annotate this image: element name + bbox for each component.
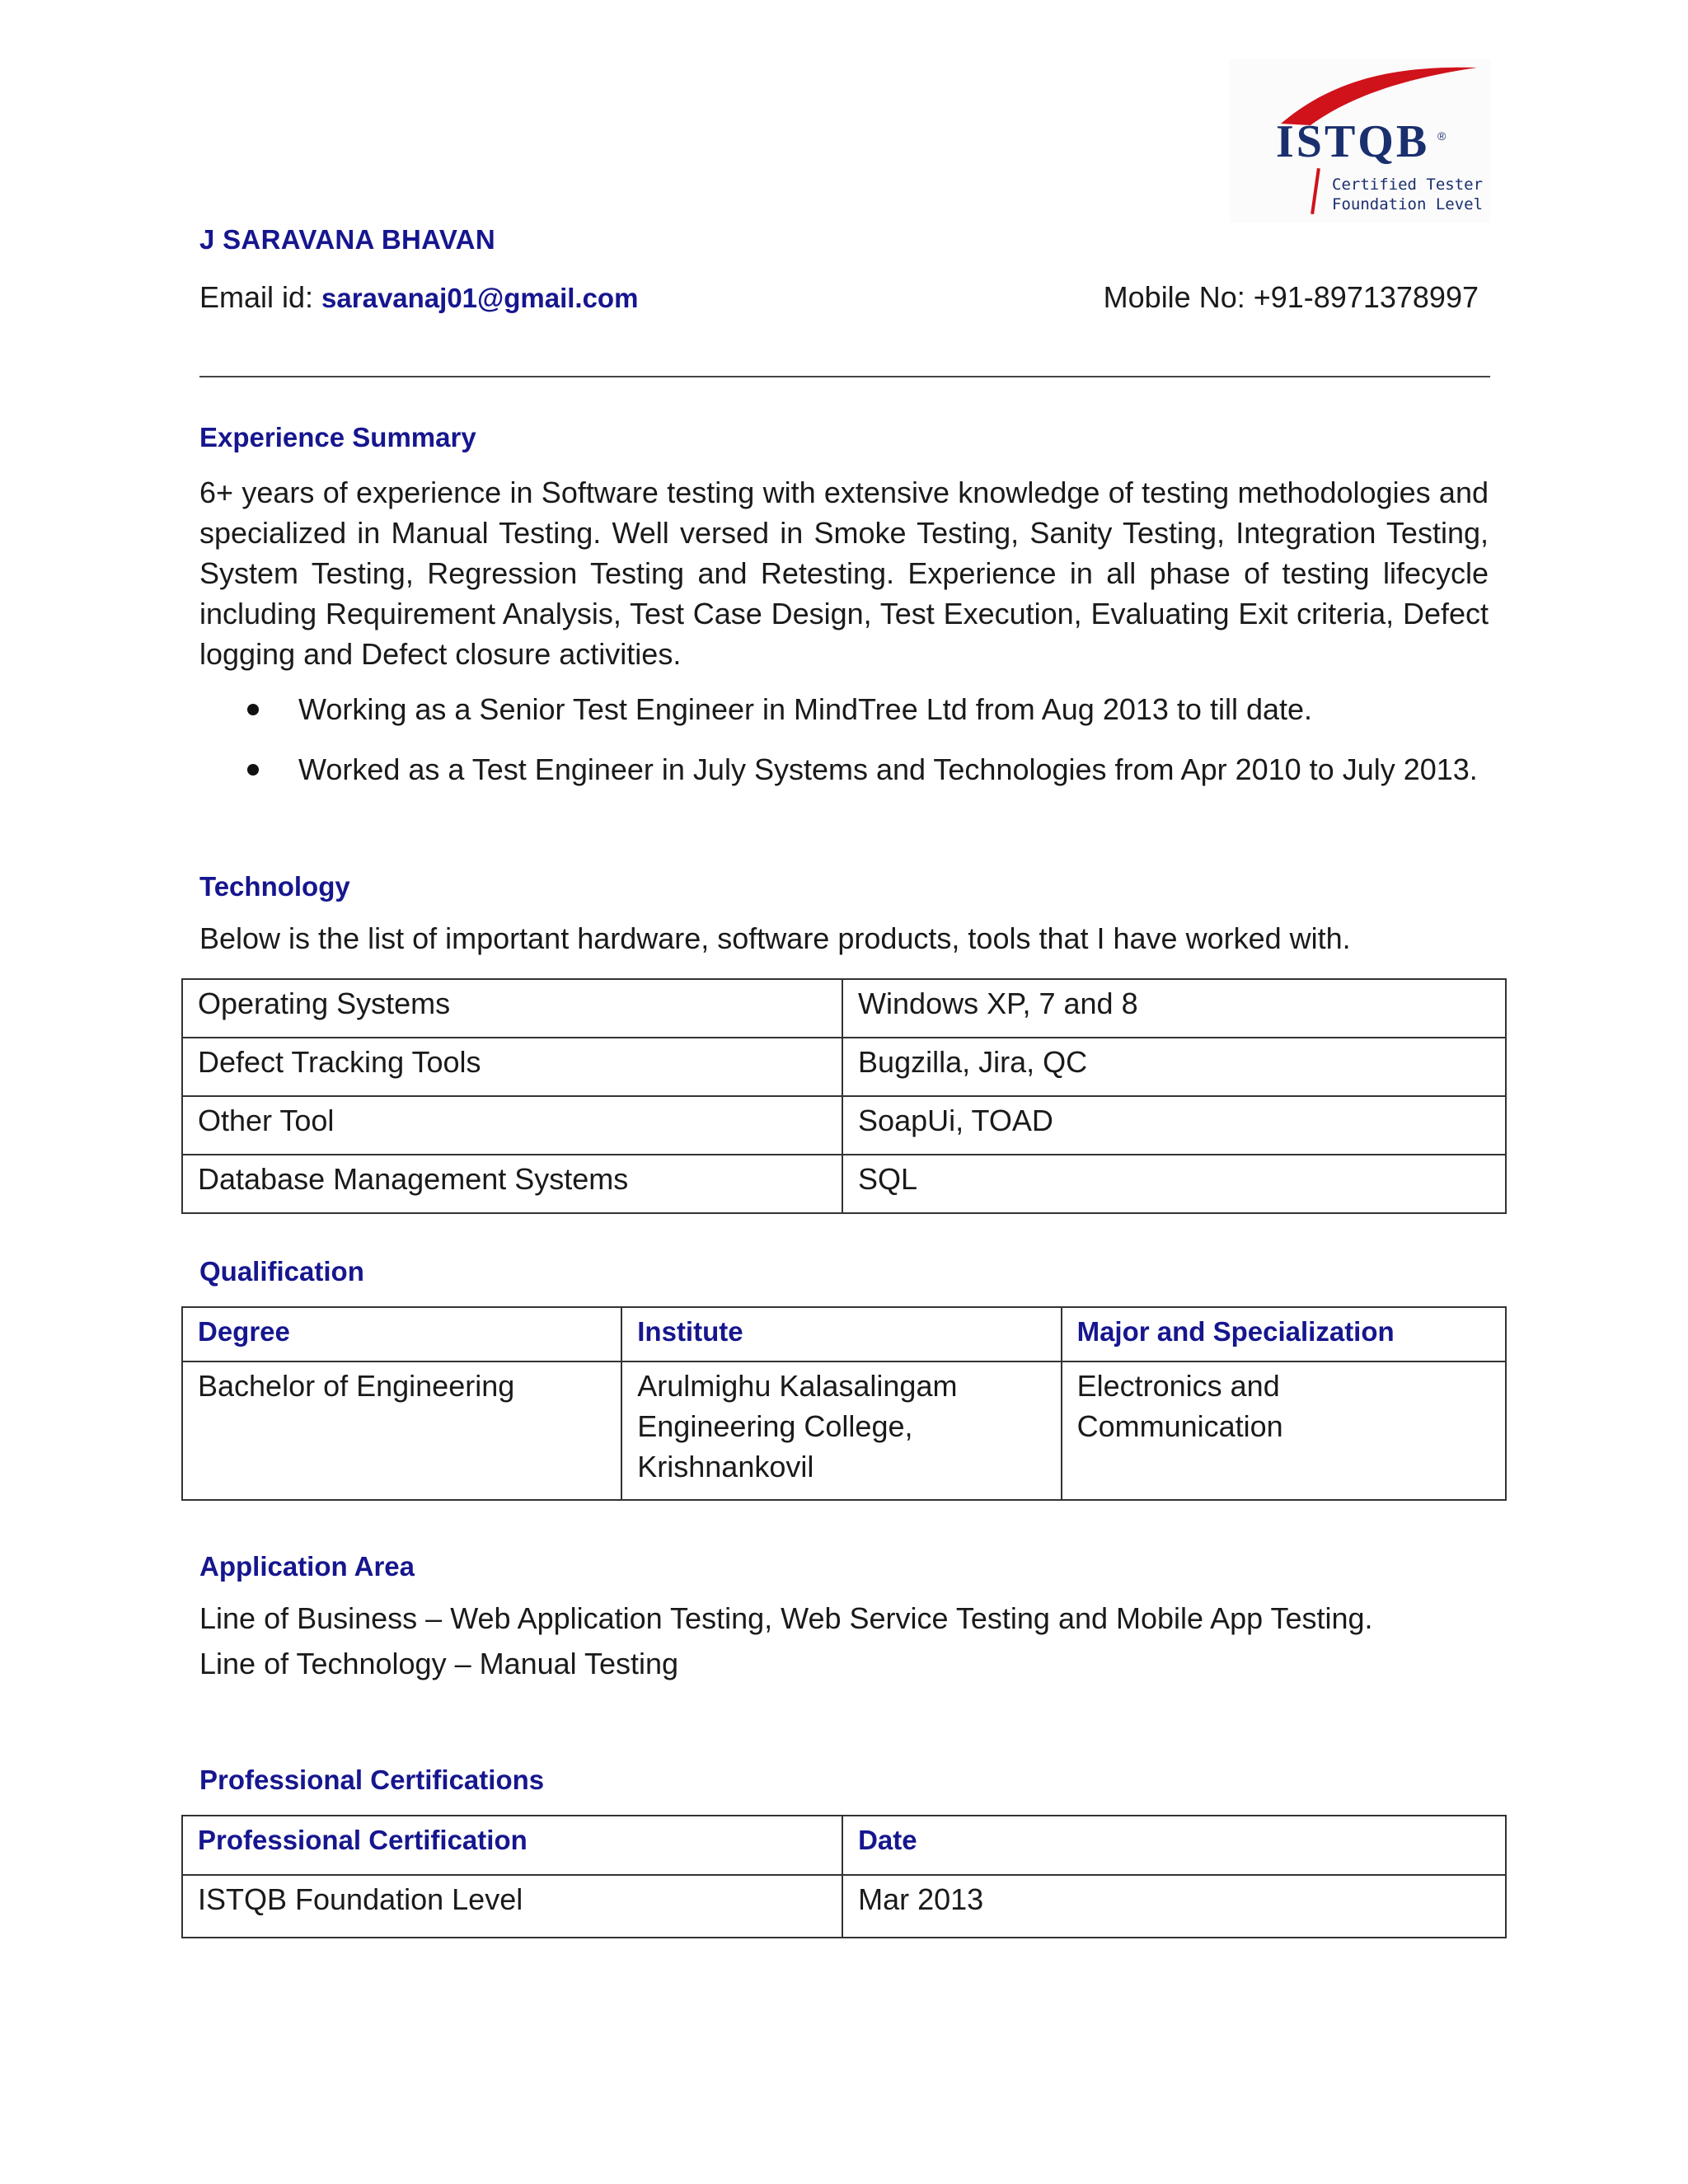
bullet-icon bbox=[247, 764, 259, 776]
logo-brand: ISTQB bbox=[1276, 116, 1430, 167]
institute-line: Krishnankovil bbox=[637, 1450, 814, 1483]
table-cell: Mar 2013 bbox=[842, 1875, 1506, 1938]
mobile-number: Mobile No: +91-8971378997 bbox=[1103, 280, 1479, 314]
table-cell-institute bbox=[621, 1361, 1061, 1500]
table-cell: Database Management Systems bbox=[182, 1155, 842, 1213]
table-cell: Defect Tracking Tools bbox=[182, 1038, 842, 1096]
istqb-logo-graphic bbox=[1230, 59, 1490, 223]
application-area-line: Line of Business – Web Application Testing, Web Service Testing and Mobile App Testing. bbox=[199, 1601, 1373, 1635]
bullet-icon bbox=[247, 704, 259, 715]
table-cell: Bugzilla, Jira, QC bbox=[842, 1038, 1506, 1096]
logo-registered-icon: ® bbox=[1437, 129, 1447, 143]
table-cell: ISTQB Foundation Level bbox=[182, 1875, 842, 1938]
institute-line: Engineering College, bbox=[637, 1409, 913, 1443]
major-line: Electronics and bbox=[1076, 1369, 1280, 1403]
technology-table bbox=[181, 978, 1507, 1214]
degree-text: Bachelor of Engineering bbox=[198, 1369, 515, 1403]
table-cell: SQL bbox=[842, 1155, 1506, 1213]
table-cell: Operating Systems bbox=[182, 979, 842, 1038]
table-cell: Other Tool bbox=[182, 1096, 842, 1155]
candidate-name: J SARAVANA BHAVAN bbox=[199, 224, 495, 255]
logo-accent-bar-icon bbox=[1311, 168, 1320, 214]
contact-row bbox=[199, 280, 1479, 315]
table-row bbox=[182, 979, 1506, 1038]
table-cell-major bbox=[1062, 1361, 1506, 1500]
table-row bbox=[182, 1155, 1506, 1213]
list-item-text: Worked as a Test Engineer in July Systems and Technologies from Apr 2010 to July 2013. bbox=[298, 752, 1478, 786]
technology-title: Technology bbox=[199, 871, 350, 902]
header-divider bbox=[199, 376, 1490, 377]
logo-line2: Foundation Level bbox=[1332, 195, 1484, 213]
experience-title: Experience Summary bbox=[199, 422, 476, 452]
list-item bbox=[199, 752, 1518, 813]
table-row bbox=[182, 1875, 1506, 1938]
istqb-logo bbox=[1230, 59, 1490, 223]
certifications-title: Professional Certifications bbox=[199, 1765, 545, 1795]
table-row bbox=[182, 1096, 1506, 1155]
application-area-title: Application Area bbox=[199, 1551, 415, 1582]
email-link[interactable]: saravanaj01@gmail.com bbox=[321, 283, 639, 313]
email-label: Email id: bbox=[199, 280, 322, 314]
column-header-certification: Professional Certification bbox=[182, 1816, 842, 1875]
list-item bbox=[199, 692, 1518, 752]
table-header-row bbox=[182, 1307, 1506, 1361]
application-area-line: Line of Technology – Manual Testing bbox=[199, 1647, 679, 1680]
certifications-table bbox=[181, 1815, 1507, 1938]
column-header-institute: Institute bbox=[621, 1307, 1061, 1361]
column-header-degree: Degree bbox=[182, 1307, 621, 1361]
institute-line: Arulmighu Kalasalingam bbox=[637, 1369, 958, 1403]
major-line: Communication bbox=[1076, 1409, 1283, 1443]
experience-paragraph: 6+ years of experience in Software testing with extensive knowledge of testing methodologies and specialized in Manual Testing. Well versed in Smoke Testing, Sanity Testing, Integration Testing, System Testing, Regression Testing and Retesting. Experience in all phase of testing lifecycle including Requirement Analysis, Test Case Design, Test Execution, Evaluating Exit criteria, Defect logging and Defect closure activities. bbox=[199, 476, 1489, 671]
list-item-text: Working as a Senior Test Engineer in MindTree Ltd from Aug 2013 to till date. bbox=[298, 692, 1313, 726]
table-row bbox=[182, 1361, 1506, 1500]
experience-list bbox=[199, 692, 1518, 813]
table-row bbox=[182, 1038, 1506, 1096]
table-cell: SoapUi, TOAD bbox=[842, 1096, 1506, 1155]
qualification-table bbox=[181, 1306, 1507, 1501]
qualification-title: Qualification bbox=[199, 1256, 364, 1286]
table-header-row bbox=[182, 1816, 1506, 1875]
table-cell-degree bbox=[182, 1361, 621, 1500]
column-header-date: Date bbox=[842, 1816, 1506, 1875]
logo-line1: Certified Tester bbox=[1332, 176, 1484, 194]
column-header-major: Major and Specialization bbox=[1062, 1307, 1506, 1361]
technology-intro: Below is the list of important hardware, software products, tools that I have worked with. bbox=[199, 921, 1351, 955]
table-cell: Windows XP, 7 and 8 bbox=[842, 979, 1506, 1038]
